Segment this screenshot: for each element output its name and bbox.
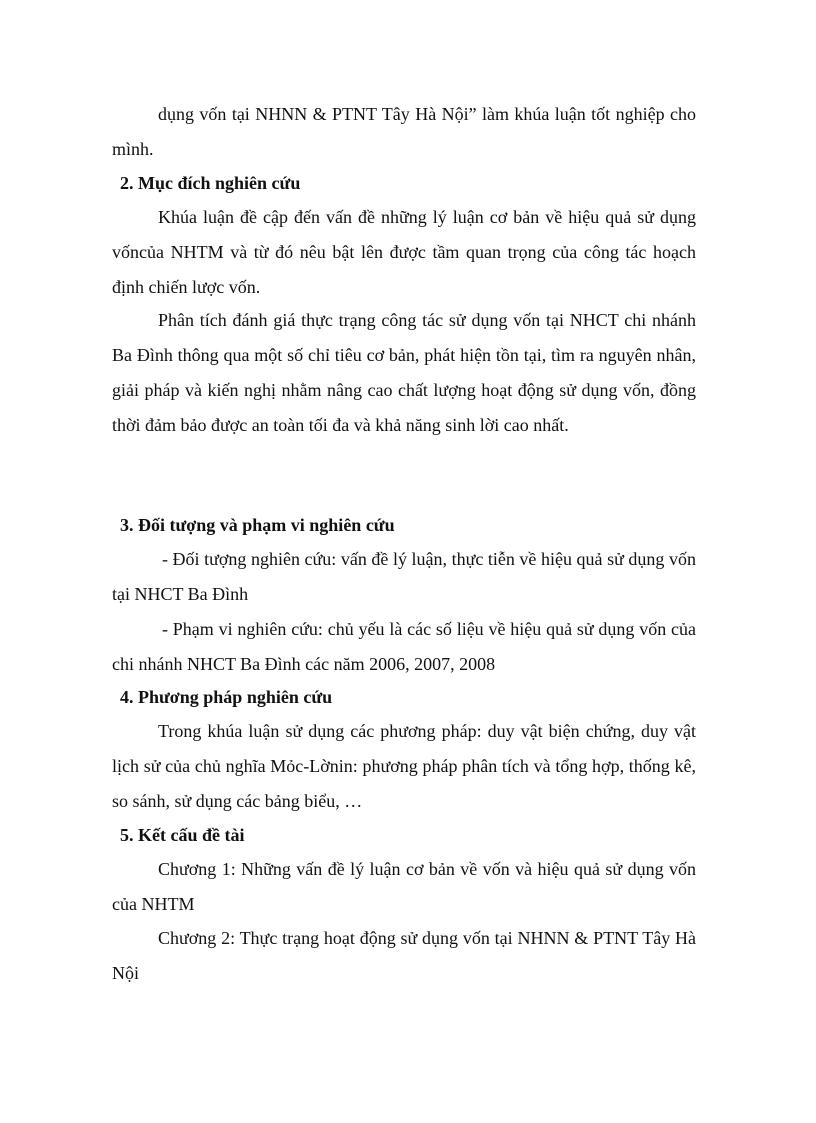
scope-paragraph-2: - Phạm vi nghiên cứu: chủ yếu là các số liệu về hiệu quả sử dụng vốn của chi nhánh NHCT Ba Đình các năm 2006, 2007, 2008 bbox=[112, 619, 696, 674]
intro-continuation-paragraph: dụng vốn tại NHNN & PTNT Tây Hà Nội” làm khúa luận tốt nghiệp cho mình. bbox=[112, 104, 696, 159]
methods-paragraph: Trong khúa luận sử dụng các phương pháp: duy vật biện chứng, duy vật lịch sử của chủ nghĩa Mỏc-Lờnin: phương pháp phân tích và tổng hợp, thống kê, so sánh, sử dụng các bảng biểu, … bbox=[112, 721, 696, 811]
heading-methods: 4. Phương pháp nghiên cứu bbox=[120, 687, 333, 707]
heading-purpose: 2. Mục đích nghiên cứu bbox=[120, 173, 301, 193]
scope-paragraph-1: - Đối tượng nghiên cứu: vấn đề lý luận, thực tiễn về hiệu quả sử dụng vốn tại NHCT Ba Đình bbox=[112, 549, 696, 604]
heading-structure: 5. Kết cấu đề tài bbox=[120, 825, 245, 845]
structure-chapter-1: Chương 1: Những vấn đề lý luận cơ bản về vốn và hiệu quả sử dụng vốn của NHTM bbox=[112, 859, 696, 914]
purpose-paragraph-1: Khúa luận đề cập đến vấn đề những lý luận cơ bản về hiệu quả sử dụng vốncủa NHTM và từ đó nêu bật lên được tầm quan trọng của công tác hoạch định chiến lược vốn. bbox=[112, 207, 696, 297]
purpose-paragraph-2: Phân tích đánh giá thực trạng công tác sử dụng vốn tại NHCT chi nhánh Ba Đình thông qua một số chỉ tiêu cơ bản, phát hiện tồn tại, tìm ra nguyên nhân, giải pháp và kiến nghị nhằm nâng cao chất lượng hoạt động sử dụng vốn, đồng thời đảm bảo được an toàn tối đa và khả năng sinh lời cao nhất. bbox=[112, 310, 696, 435]
heading-scope: 3. Đối tượng và phạm vi nghiên cứu bbox=[120, 515, 395, 535]
structure-chapter-2: Chương 2: Thực trạng hoạt động sử dụng vốn tại NHNN & PTNT Tây Hà Nội bbox=[112, 928, 696, 983]
